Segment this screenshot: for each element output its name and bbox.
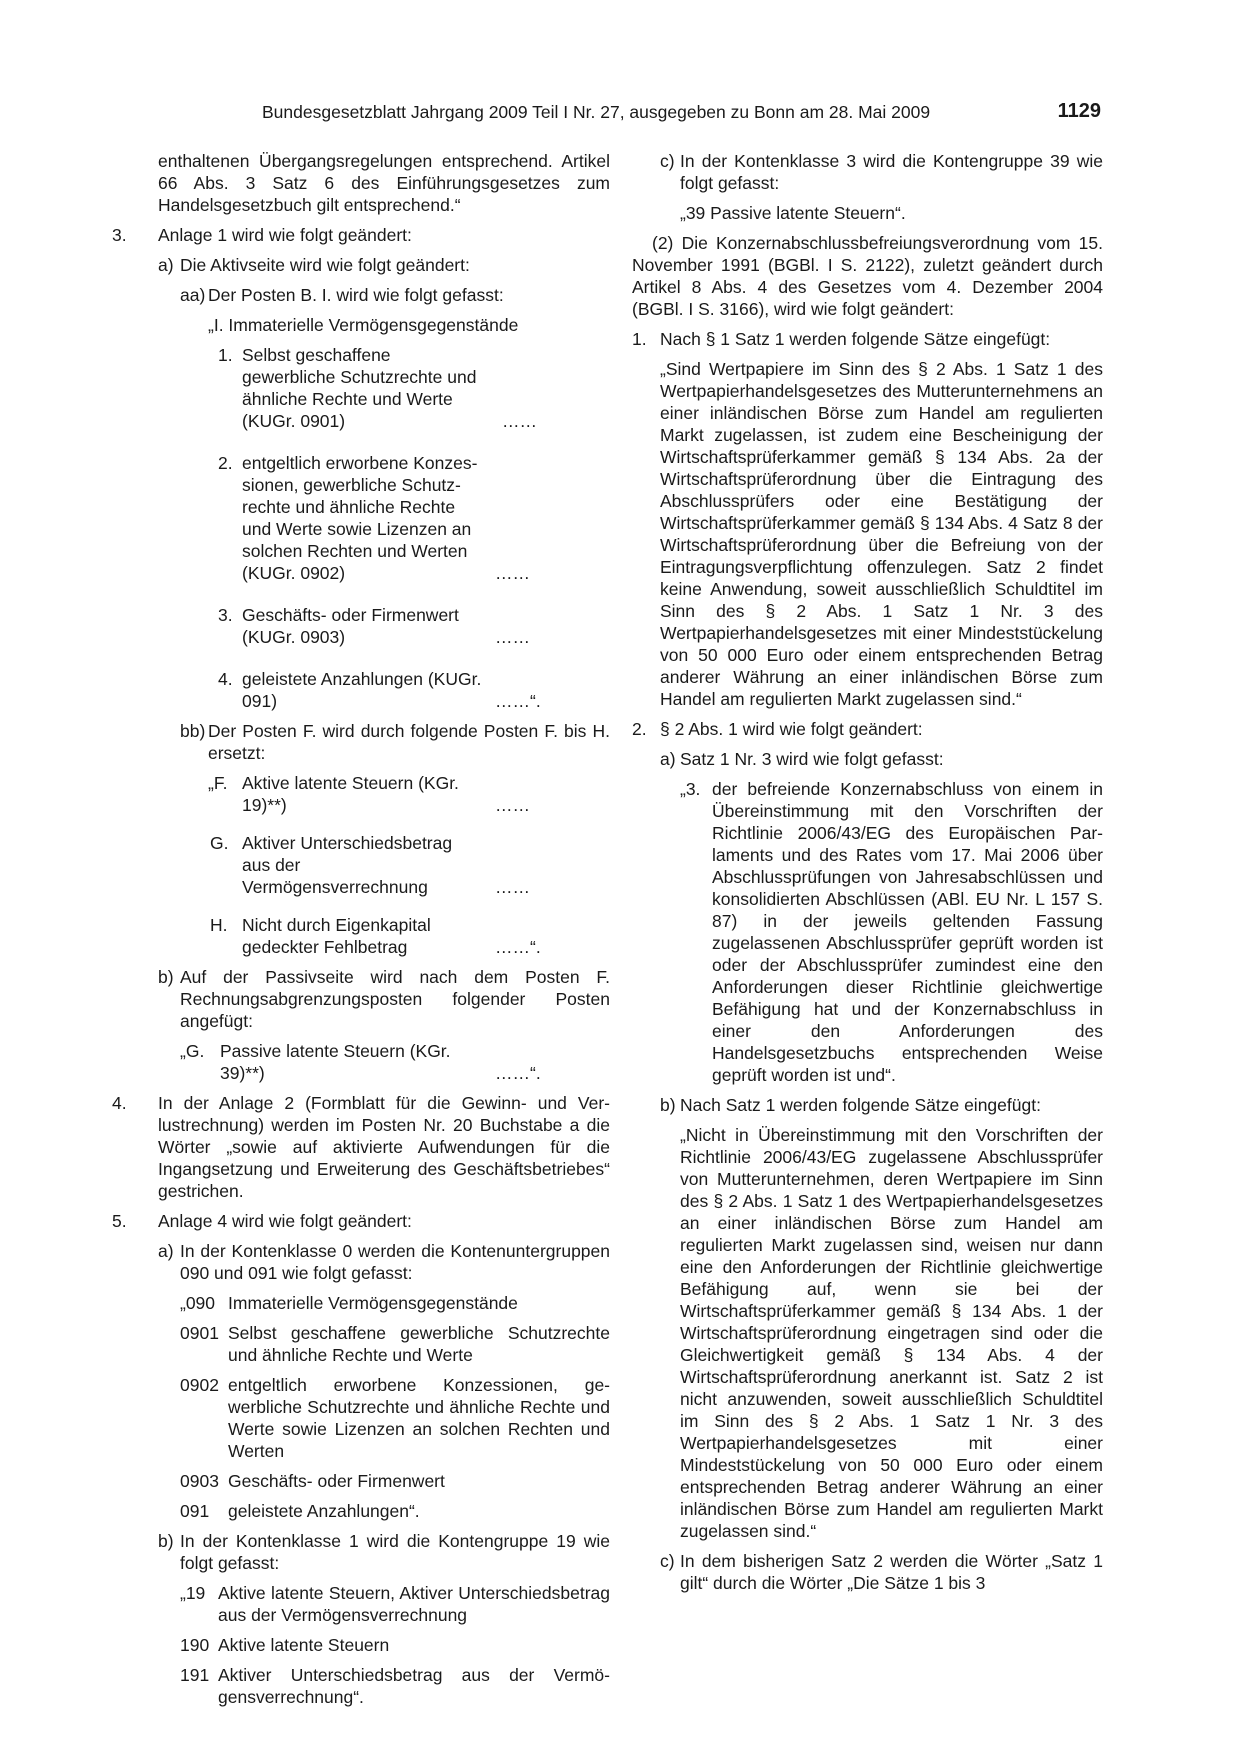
entry-4: 4. geleistete Anzahlungen (KUGr. 091) ……“. — [218, 669, 541, 711]
list-item-r2: 2. § 2 Abs. 1 wird wie folgt geändert: — [632, 719, 923, 739]
entry-2: 2. entgeltlich erworbene Konzessionen, gewerbliche Schutzrechte und ähnliche Rechte und Werte sowie Lizenzen an solchen Rechten und Werten (KUGr. 0902) …… — [218, 453, 530, 583]
list-item-r2b: b) Nach Satz 1 werden folgende Sätze eingefügt: — [660, 1095, 1041, 1115]
quote-r2a: „3. der befreiende Konzernabschluss von einem in Übereinstimmung mit den Vorschriften der Richtlinie 2006/43/EG des Europäischen Parlaments und des Rates vom 17. Mai 2006 über Abschlussprüfungen von Jahresabschlüssen und konsolidierten Abschlüssen (ABl. EU Nr. L 157 S. 87) in der jeweils geltenden Fassung zugelassenen Abschlussprüfer geprüft worden ist oder der Abschlussprüfer zumindest eine den Anforderungen dieser Richtlinie gleichwertige Befähigung hat und der Konzernabschluss in einer den Anforderungen des Handelsgesetzbuchs entsprechenden Weise geprüft worden ist und“. — [680, 779, 1103, 1085]
konto-19: „19 Aktive latente Steuern, Aktiver Unterschiedsbetrag aus der Vermögensverrechnung — [180, 1583, 610, 1625]
entry-3: 3. Geschäfts- oder Firmenwert (KUGr. 0903) …… — [218, 605, 530, 647]
list-item-3b: b) Auf der Passivseite wird nach dem Posten F. Rechnungsabgrenzungsposten folgender Posten angefügt: — [158, 967, 610, 1031]
konto-0903: 0903 Geschäfts- oder Firmenwert — [180, 1471, 445, 1491]
entry-1: 1. Selbst geschaffene gewerbliche Schutzrechte und ähnliche Rechte und Werte (KUGr. 0901) …… — [218, 345, 537, 431]
page-number: 1129 — [1057, 100, 1101, 122]
entry-G-passiv: „G. Passive latente Steuern (KGr. 39)**) ……“. — [180, 1041, 541, 1083]
page-header — [262, 100, 1101, 130]
heading-immaterielle: „I. Immaterielle Vermögensgegenstände — [208, 315, 519, 335]
list-item-3a: a) Die Aktivseite wird wie folgt geändert: — [158, 255, 470, 275]
list-item-5a: a) In der Kontenklasse 0 werden die Kontenuntergruppen 090 und 091 wie folgt gefasst: — [158, 1241, 610, 1283]
list-item-r2c: c) In dem bisherigen Satz 2 werden die Wörter „Satz 1 gilt“ durch die Wörter „Die Sätze 1 bis 3 — [660, 1551, 1103, 1593]
konto-190: 190 Aktive latente Steuern — [180, 1635, 390, 1655]
konto-090: „090 Immaterielle Vermögensgegenstände — [180, 1293, 518, 1313]
konto-0901: 0901 Selbst geschaffene gewerbliche Schutzrechte und ähnliche Rechte und Werte — [180, 1323, 610, 1365]
konto-191: 191 Aktiver Unterschiedsbetrag aus der Vermögensverrechnung“. — [180, 1665, 610, 1707]
right-column — [632, 150, 1103, 1594]
konto-39: „39 Passive latente Steuern“. — [680, 203, 906, 223]
list-item-3aa: aa) Der Posten B. I. wird wie folgt gefasst: — [180, 285, 504, 305]
entry-F: „F. Aktive latente Steuern (KGr. 19)**) …… — [208, 773, 530, 815]
entry-G: G. Aktiver Unterschiedsbetrag aus der Vermögensverrechnung …… — [210, 833, 530, 897]
list-item-5: 5. Anlage 4 wird wie folgt geändert: — [112, 1211, 412, 1231]
quote-r2b: „Nicht in Übereinstimmung mit den Vorschriften der Richtlinie 2006/43/EG zugelassene Abschlussprüfer von Mutterunternehmen, deren Wertpapiere im Sinn des § 2 Abs. 1 Satz 1 des Wertpapierhandelsgesetzes an einer inländischen Börse zum Handel am regulierten Markt zugelassen sind, weisen nur dann eine den Anforderungen der Richtlinie gleichwertige Befähigung auf, wenn sie bei der Wirtschaftsprüferkammer gemäß § 134 Abs. 1 der Wirtschaftsprüferordnung eingetragen sind oder die Gleichwertigkeit gemäß § 134 Abs. 4 der Wirtschaftsprüferordnung anerkannt ist. Satz 2 ist nicht anzuwenden, soweit ausschließlich Schuldtitel im Sinn des § 2 Abs. 1 Satz 1 Nr. 3 des Wertpapierhandelsgesetzes mit einer Mindeststückelung von 50 000 Euro oder einem entsprechenden Betrag anderer Währung an einer inländischen Börse zum Handel am regulierten Markt zugelassen sind.“ — [680, 1125, 1103, 1541]
header-title: Bundesgesetzblatt Jahrgang 2009 Teil I Nr. 27, ausgegeben zu Bonn am 28. Mai 2009 — [262, 102, 931, 122]
entry-H: H. Nicht durch Eigenkapital gedeckter Fehlbetrag ……“. — [210, 915, 541, 957]
list-item-3: 3. Anlage 1 wird wie folgt geändert: — [112, 225, 412, 245]
list-item-r2a: a) Satz 1 Nr. 3 wird wie folgt gefasst: — [660, 749, 944, 769]
list-item-5b: b) In der Kontenklasse 1 wird die Kontengruppe 19 wie folgt gefasst: — [158, 1531, 610, 1573]
list-item-4: 4. In der Anlage 2 (Formblatt für die Gewinn- und Verlustrechnung) werden im Posten Nr. 20 Buchstabe a die Wörter „sowie auf aktivierte Aufwendungen für die Ingangsetzung und Erweiterung des Geschäftsbetriebes“ gestrichen. — [112, 1093, 610, 1201]
quote-r1: „Sind Wertpapiere im Sinn des § 2 Abs. 1 Satz 1 des Wertpapierhandelsgesetzes des Mutterunternehmens an einer inländischen Börse zum Handel am regulierten Markt zugelassen, ist zudem eine Bescheinigung der Wirtschaftsprüferkammer gemäß § 134 Abs. 2a der Wirtschaftsprüferordnung über die Eintragung des Abschlussprüfers oder eine Bestätigung der Wirtschaftsprüferkammer gemäß § 134 Abs. 4 Satz 8 der Wirtschaftsprüferordnung über die Befreiung von der Eintragungsverpflichtung offenzulegen. Satz 2 findet keine Anwendung, soweit ausschließlich Schuldtitel im Sinn des § 2 Abs. 1 Satz 1 Nr. 3 des Wertpapierhandelsgesetzes mit einer Mindeststückelung von 50 000 Euro oder einem entsprechenden Betrag anderer Währung an einer inländischen Börse zum Handel am regulierten Markt zugelassen sind.“ — [660, 359, 1103, 709]
list-item-3bb: bb) Der Posten F. wird durch folgende Posten F. bis H. ersetzt: — [180, 721, 610, 763]
list-item-c-konto39: c) In der Kontenklasse 3 wird die Kontengruppe 39 wie folgt gefasst: — [660, 151, 1103, 193]
paragraph-2: (2) Die Konzernabschlussbefreiungsverordnung vom 15. November 1991 (BGBl. I S. 2122), zuletzt geändert durch Artikel 8 Abs. 4 des Gesetzes vom 4. Dezember 2004 (BGBl. I S. 3166), wird wie folgt geändert: — [632, 233, 1103, 319]
konto-091: 091 geleistete Anzahlungen“. — [180, 1501, 420, 1521]
paragraph: enthaltenen Übergangsregelungen entsprechend. Artikel 66 Abs. 3 Satz 6 des Einführungsgesetzes zum Handelsgesetzbuch gilt entsprechend.“ — [158, 151, 610, 215]
konto-0902: 0902 entgeltlich erworbene Konzessionen, gewerbliche Schutzrechte und ähnliche Rechte und Werte sowie Lizenzen an solchen Rechten und Werten — [180, 1375, 610, 1461]
list-item-r1: 1. Nach § 1 Satz 1 werden folgende Sätze eingefügt: — [632, 329, 1051, 349]
left-column — [112, 150, 610, 1708]
